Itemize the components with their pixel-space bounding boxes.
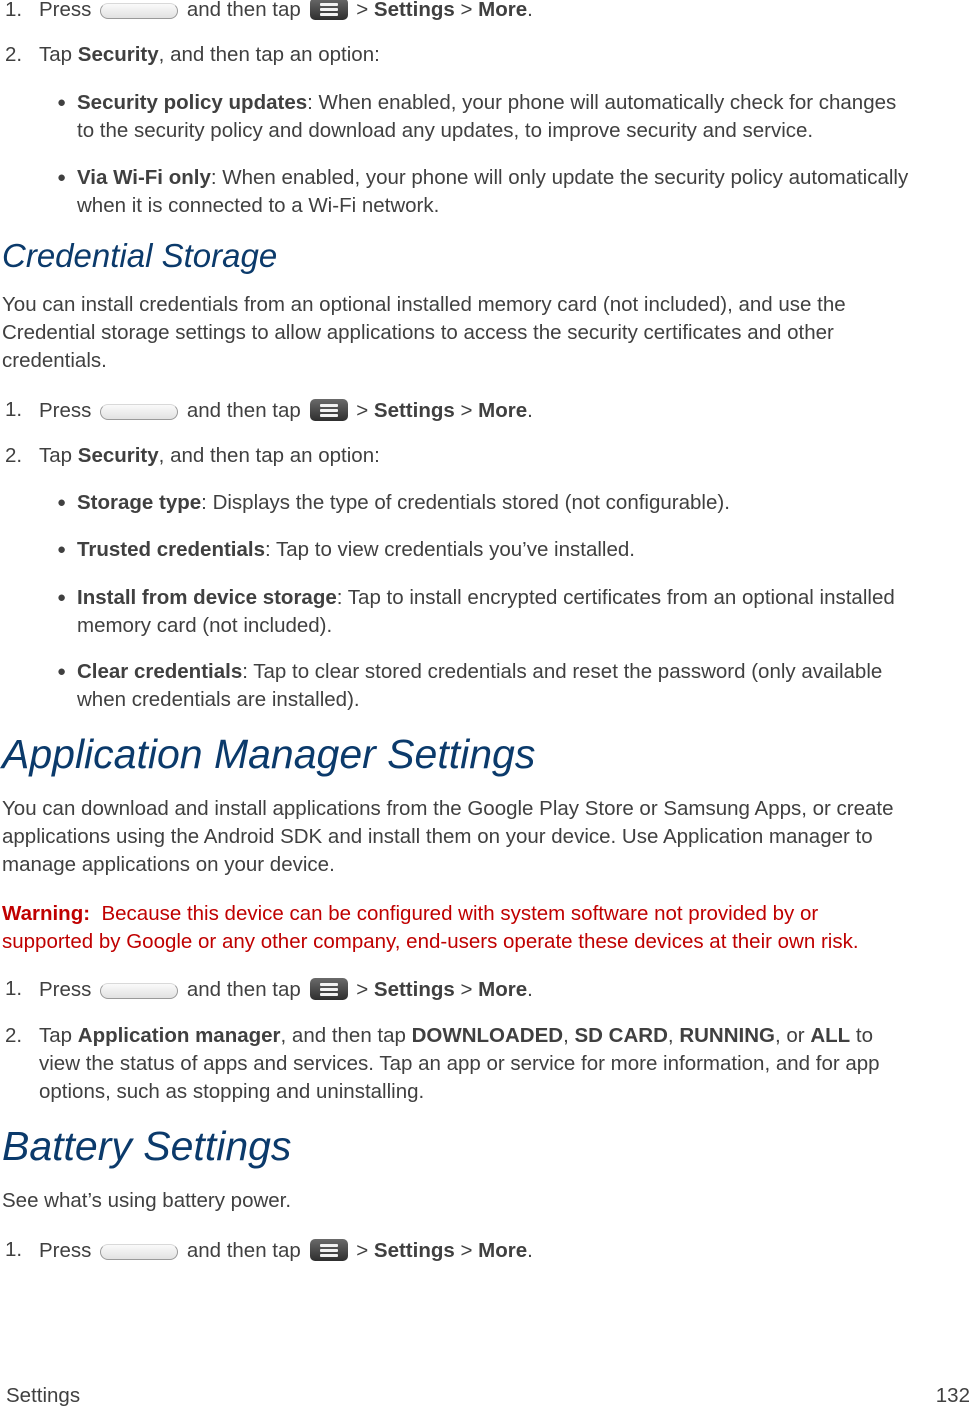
bullet-item: Via Wi-Fi only: When enabled, your phone will only update the security policy automatically	[77, 166, 909, 189]
warning-note-cont: supported by Google or any other company, end-users operate these devices at their own risk.	[2, 930, 859, 953]
step-number: 1.	[5, 0, 23, 21]
bullet-icon: ●	[57, 169, 67, 186]
home-key-icon	[100, 1244, 178, 1260]
step-number: 1.	[5, 398, 23, 421]
step-number: 2.	[5, 444, 23, 467]
paragraph: You can install credentials from an optional installed memory card (not included), and use the	[2, 293, 846, 316]
press-step-text: Press and then tap > Settings > More.	[39, 0, 533, 21]
security-step-2: Tap Security, and then tap an option:	[39, 43, 380, 66]
bullet-item: Clear credentials: Tap to clear stored credentials and reset the password (only available	[77, 660, 883, 683]
paragraph: credentials.	[2, 349, 107, 372]
app-manager-step-2-cont: options, such as stopping and uninstalling.	[39, 1080, 425, 1103]
home-key-icon	[100, 983, 178, 999]
bullet-item-cont: when it is connected to a Wi-Fi network.	[77, 194, 440, 217]
bullet-icon: ●	[57, 541, 67, 558]
bullet-item: Trusted credentials: Tap to view credentials you’ve installed.	[77, 538, 635, 561]
page-heading: Application Manager Settings	[2, 731, 536, 777]
paragraph: See what’s using battery power.	[2, 1189, 292, 1212]
bullet-icon: ●	[57, 494, 67, 511]
bullet-item-cont: memory card (not included).	[77, 614, 333, 637]
step-number: 1.	[5, 977, 23, 1000]
menu-key-icon	[310, 399, 348, 421]
press-step-text: Press and then tap > Settings > More.	[39, 978, 533, 1001]
bullet-item-cont: to the security policy and download any updates, to improve security and service.	[77, 119, 814, 142]
footer-section: Settings	[6, 1384, 81, 1407]
bullet-icon: ●	[57, 589, 67, 606]
bullet-item: Storage type: Displays the type of credentials stored (not configurable).	[77, 491, 730, 514]
bullet-icon: ●	[57, 663, 67, 680]
menu-key-icon	[310, 0, 348, 20]
warning-note: Warning: Because this device can be configured with system software not provided by or	[2, 902, 819, 925]
home-key-icon	[100, 404, 178, 420]
credential-step-2: Tap Security, and then tap an option:	[39, 444, 380, 467]
paragraph: manage applications on your device.	[2, 853, 335, 876]
bullet-item: Security policy updates: When enabled, your phone will automatically check for changes	[77, 91, 897, 114]
app-manager-step-2: Tap Application manager, and then tap DOWNLOADED, SD CARD, RUNNING, or ALL to	[39, 1024, 873, 1047]
press-step-text: Press and then tap > Settings > More.	[39, 1239, 533, 1262]
menu-key-icon	[310, 1239, 348, 1261]
bullet-icon: ●	[57, 94, 67, 111]
step-number: 2.	[5, 1024, 23, 1047]
bullet-item: Install from device storage: Tap to install encrypted certificates from an optional installed	[77, 586, 895, 609]
app-manager-step-2-cont: view the status of apps and services. Tap an app or service for more information, and for app	[39, 1052, 880, 1075]
section-heading: Credential Storage	[2, 237, 278, 274]
page-heading: Battery Settings	[2, 1123, 292, 1169]
paragraph: You can download and install applications from the Google Play Store or Samsung Apps, or create	[2, 797, 894, 820]
menu-key-icon	[310, 978, 348, 1000]
press-step-text: Press and then tap > Settings > More.	[39, 399, 533, 422]
step-number: 1.	[5, 1238, 23, 1261]
bullet-item-cont: when credentials are installed).	[77, 688, 360, 711]
home-key-icon	[100, 3, 178, 19]
step-number: 2.	[5, 43, 23, 66]
paragraph: Credential storage settings to allow applications to access the security certificates and other	[2, 321, 834, 344]
paragraph: applications using the Android SDK and install them on your device. Use Application manager to	[2, 825, 873, 848]
page-number: 132	[935, 1384, 970, 1407]
